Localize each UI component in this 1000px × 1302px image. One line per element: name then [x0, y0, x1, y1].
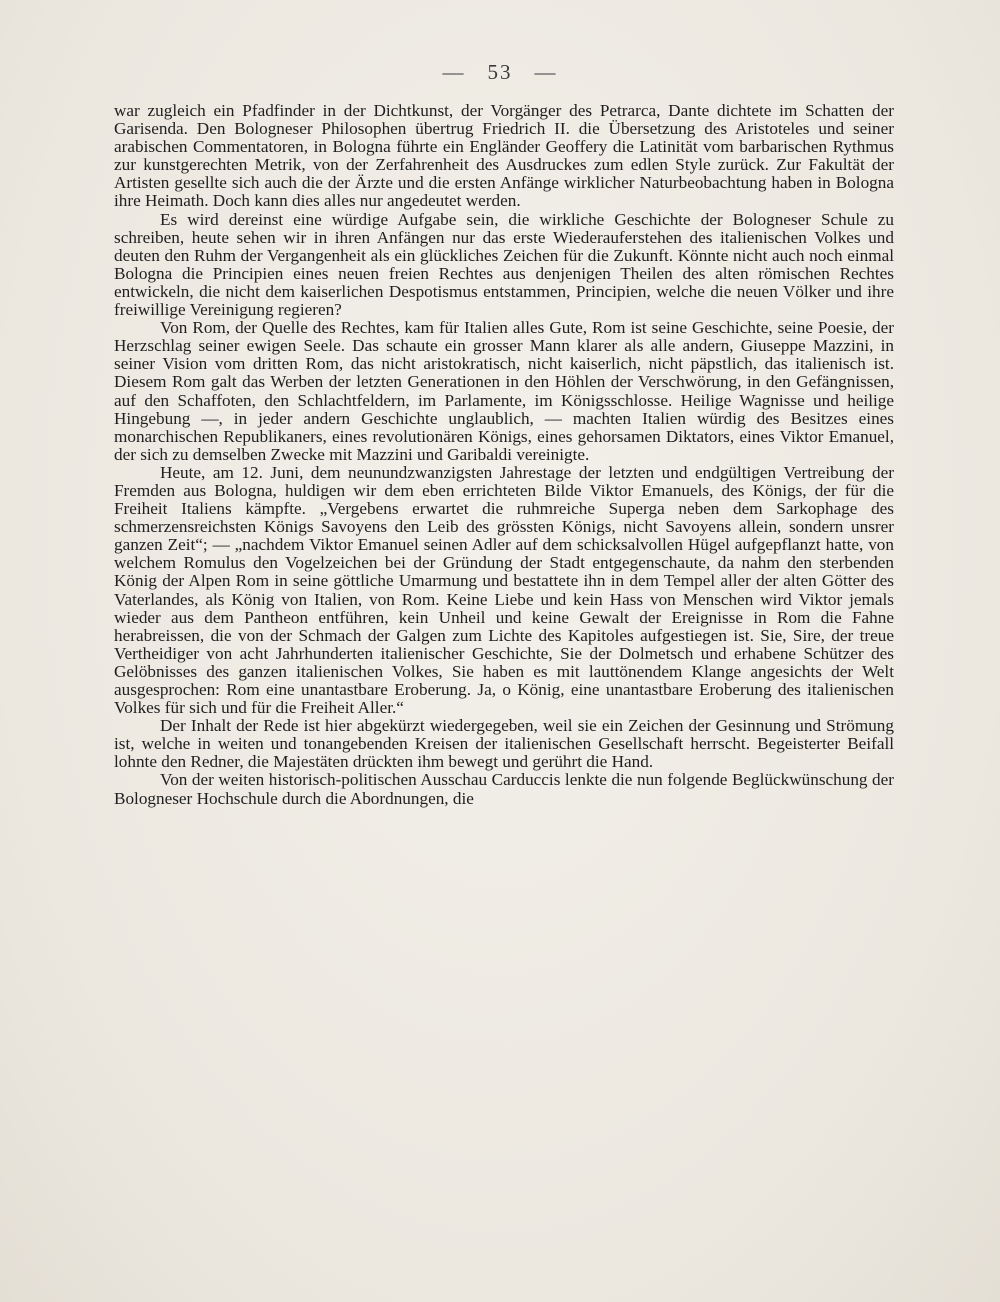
paragraph-4: Heute, am 12. Juni, dem neunundzwanzigsten Jahrestage der letzten und endgültigen Vertreibung der Fremden aus Bologna, huldigen wir dem eben errichteten Bilde Viktor Emanuels, des Königs, der für die Freiheit Italiens kämpfte. „Vergebens erwartet die ruhmreiche Superga neben dem Sarkophage des schmerzensreichsten Königs Savoyens den Leib des grössten Königs, nicht Savoyens allein, sondern unsrer ganzen Zeit“; — „nachdem Viktor Emanuel seinen Adler auf dem schicksalvollen Hügel aufgepflanzt hatte, von welchem Romulus den Vogelzeichen bei der Gründung der Stadt entgegenschaute, da nahm den sterbenden König der Alpen Rom in seine göttliche Umarmung und bestattete ihn in dem Tempel aller der alten Götter des Vaterlandes, als König von Italien, von Rom. Keine Liebe und kein Hass von Menschen wird Viktor jemals wieder aus dem Pantheon entführen, kein Unheil und keine Gewalt der Ereignisse in Rom die Fahne herabreissen, die von der Schmach der Galgen zum Lichte des Kapitoles aufgestiegen ist. Sie, Sire, der treue Vertheidiger von acht Jahrhunderten italienischer Geschichte, Sie der Dolmetsch und erhabene Schützer des Gelöbnisses des ganzen italienischen Volkes, Sie haben es mit lauttönendem Klange angesichts der Welt ausgesprochen: Rom eine unantastbare Eroberung. Ja, o König, eine unantastbare Eroberung des italienischen Volkes für sich und für die Freiheit Aller.“ — [114, 462, 894, 718]
paragraph-3: Von Rom, der Quelle des Rechtes, kam für Italien alles Gute, Rom ist seine Geschichte, seine Poesie, der Herzschlag seiner ewigen Seele. Das schaute ein grosser Mann klarer als alle andern, Giuseppe Mazzini, in seiner Vision vom dritten Rom, das nicht aristokratisch, nicht kaiserlich, nicht päpstlich, das italienisch ist. Diesem Rom galt das Werben der letzten Generationen in den Höhlen der Verschwörung, in den Gefängnissen, auf den Schaffoten, den Schlachtfeldern, im Parlamente, im Königsschlosse. Heilige Wagnisse und heilige Hingebung —, in jeder andern Geschichte unglaublich, — machten Italien würdig des Besitzes eines monarchischen Republikaners, eines revolutionären Königs, eines gehorsamen Diktators, eines Viktor Emanuel, der sich zu demselben Zwecke mit Mazzini und Garibaldi vereinigte. — [114, 318, 894, 464]
paragraph-5: Der Inhalt der Rede ist hier abgekürzt wiedergegeben, weil sie ein Zeichen der Gesinnung und Strömung ist, welche in weiten und tonangebenden Kreisen der italienischen Gesellschaft herrscht. Begeisterter Beifall lohnte den Redner, die Majestäten drückten ihm bewegt und gerührt die Hand. — [114, 716, 894, 772]
paragraph-1: war zugleich ein Pfadfinder in der Dichtkunst, der Vorgänger des Petrarca, Dante dichtete im Schatten der Garisenda. Den Bologneser Philosophen übertrug Friedrich II. die Übersetzung des Aristoteles und seiner arabischen Commentatoren, in Bologna führte ein Engländer Geoffery die Latinität vom barbarischen Rythmus zur kunstgerechten Metrik, von der Zerfahrenheit des Ausdruckes zum edlen Style zurück. Zur Fakultät der Artisten gesellte sich auch die der Ärzte und die ersten Anfänge wirklicher Naturbeobachtung haben in Bologna ihre Heimath. Doch kann dies alles nur angedeutet werden. — [114, 101, 894, 211]
header-dash-left: — — [442, 60, 466, 84]
page-number: 53 — [487, 60, 513, 84]
page-number-header — [0, 60, 1000, 85]
paragraph-2: Es wird dereinst eine würdige Aufgabe sein, die wirkliche Geschichte der Bologneser Schule zu schreiben, heute sehen wir in ihren Anfängen nur das erste Wiederauferstehen des italienischen Volkes und deuten den Ruhm der Vergangenheit als ein glückliches Zeichen für die Zukunft. Könnte nicht auch noch einmal Bologna die Principien eines neuen freien Rechtes aus denjenigen Theilen des alten römischen Rechtes entwickeln, die nicht dem kaiserlichen Despotismus entstammen, Principien, welche die neuen Völker und ihre freiwillige Vereinigung regieren? — [114, 209, 894, 320]
body-text — [114, 102, 894, 808]
paragraph-6: Von der weiten historisch-politischen Ausschau Carduccis lenkte die nun folgende Beglückwünschung der Bologneser Hochschule durch die Abordnungen, die — [114, 770, 894, 808]
header-dash-right: — — [534, 60, 558, 84]
